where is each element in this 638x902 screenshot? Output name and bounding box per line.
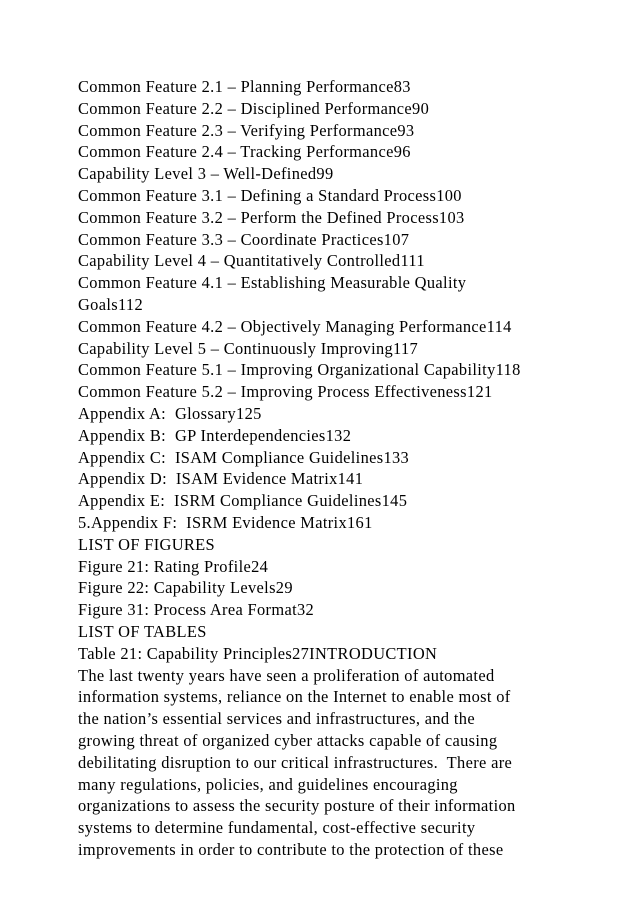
toc-entry-appendix-b: Appendix B: GP Interdependencies132	[78, 425, 352, 445]
introduction-paragraph-line: improvements in order to contribute to the protection of these	[78, 839, 504, 859]
introduction-paragraph-line: the nation’s essential services and infrastructures, and the	[78, 709, 475, 729]
toc-entry-capability-level-3: Capability Level 3 – Well-Defined99	[78, 164, 334, 184]
list-of-tables-heading: LIST OF TABLES	[78, 621, 207, 641]
toc-entry-common-feature-2-3: Common Feature 2.3 – Verifying Performance93	[78, 120, 415, 140]
toc-entry-common-feature-4-2: Common Feature 4.2 – Objectively Managing Performance114	[78, 316, 512, 336]
introduction-paragraph-line: organizations to assess the security posture of their information	[78, 796, 516, 816]
toc-entry-capability-level-4: Capability Level 4 – Quantitatively Controlled111	[78, 251, 425, 271]
table-entry-capability-principles: Table 21: Capability Principles27INTRODUCTION	[78, 643, 438, 663]
figure-entry-process-area-format: Figure 31: Process Area Format32	[78, 600, 315, 620]
toc-entry-common-feature-5-2: Common Feature 5.2 – Improving Process Effectiveness121	[78, 382, 493, 402]
toc-entry-common-feature-2-4: Common Feature 2.4 – Tracking Performance96	[78, 142, 411, 162]
document-text	[78, 76, 578, 861]
toc-entry-common-feature-4-1-cont: Goals112	[78, 294, 144, 314]
toc-entry-appendix-a: Appendix A: Glossary125	[78, 403, 262, 423]
figure-entry-rating-profile: Figure 21: Rating Profile24	[78, 556, 269, 576]
list-of-figures-heading: LIST OF FIGURES	[78, 534, 216, 554]
toc-entry-common-feature-3-1: Common Feature 3.1 – Defining a Standard Process100	[78, 185, 462, 205]
introduction-paragraph-line: growing threat of organized cyber attacks capable of causing	[78, 730, 498, 750]
toc-entry-common-feature-3-3: Common Feature 3.3 – Coordinate Practices107	[78, 229, 410, 249]
toc-entry-common-feature-5-1: Common Feature 5.1 – Improving Organizational Capability118	[78, 360, 521, 380]
introduction-paragraph-line: many regulations, policies, and guidelines encouraging	[78, 774, 458, 794]
toc-entry-appendix-d: Appendix D: ISAM Evidence Matrix141	[78, 469, 364, 489]
introduction-paragraph-line: debilitating disruption to our critical infrastructures. There are	[78, 752, 513, 772]
toc-entry-common-feature-2-1: Common Feature 2.1 – Planning Performance83	[78, 77, 411, 96]
toc-entry-appendix-e: Appendix E: ISRM Compliance Guidelines145	[78, 491, 408, 511]
toc-entry-common-feature-3-2: Common Feature 3.2 – Perform the Defined Process103	[78, 207, 465, 227]
toc-entry-capability-level-5: Capability Level 5 – Continuously Improving117	[78, 338, 419, 358]
introduction-paragraph-line: information systems, reliance on the Internet to enable most of	[78, 687, 511, 707]
introduction-paragraph-line: systems to determine fundamental, cost-effective security	[78, 818, 476, 838]
toc-entry-appendix-c: Appendix C: ISAM Compliance Guidelines133	[78, 447, 410, 467]
toc-entry-common-feature-4-1: Common Feature 4.1 – Establishing Measurable Quality	[78, 273, 467, 293]
toc-entry-appendix-f: 5.Appendix F: ISRM Evidence Matrix161	[78, 512, 373, 532]
figure-entry-capability-levels: Figure 22: Capability Levels29	[78, 578, 293, 598]
introduction-paragraph-line: The last twenty years have seen a proliferation of automated	[78, 665, 495, 685]
toc-entry-common-feature-2-2: Common Feature 2.2 – Disciplined Performance90	[78, 98, 430, 118]
